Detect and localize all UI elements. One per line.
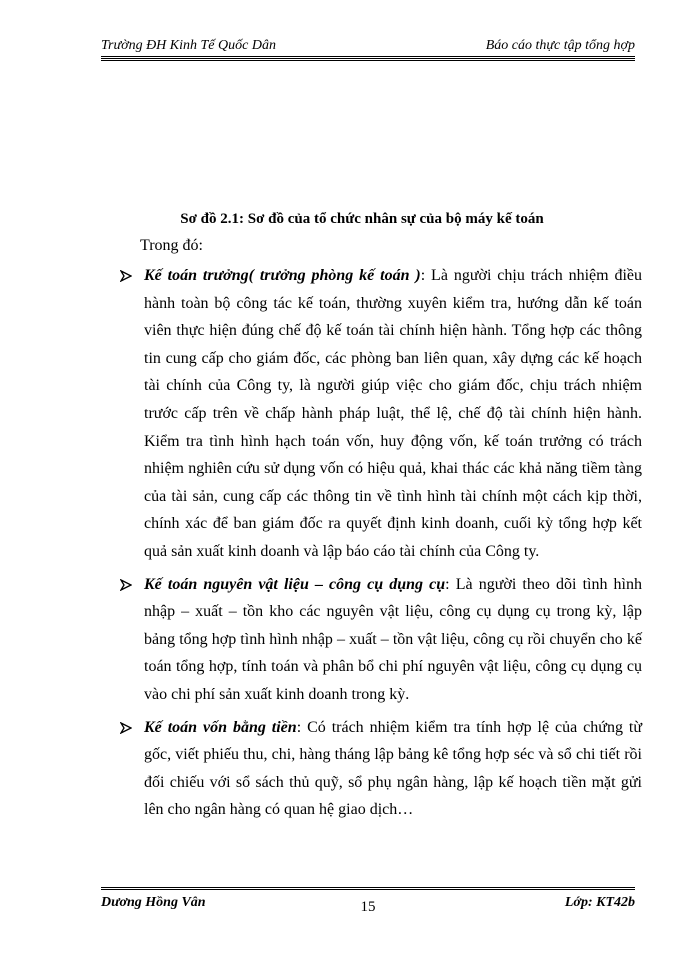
- arrow-bullet-icon: [120, 579, 132, 591]
- intro-text: Trong đó:: [140, 237, 203, 254]
- figure-caption: Sơ đồ 2.1: Sơ đồ của tổ chức nhân sự của bộ máy kế toán: [180, 211, 544, 227]
- footer-rule: [101, 887, 635, 890]
- header-rule: [101, 56, 635, 61]
- page-number: 15: [360, 899, 376, 915]
- list-item: [118, 571, 642, 709]
- arrow-bullet-icon: [120, 270, 132, 282]
- page-header: [101, 38, 635, 54]
- role-term: Kế toán nguyên vật liệu – công cụ dụng cụ: [144, 575, 446, 593]
- list-item: [118, 714, 642, 824]
- arrow-bullet-icon: [120, 722, 132, 734]
- list-item: [118, 262, 642, 566]
- role-description: : Là người theo dõi tình hình nhập – xuất – tồn kho các nguyên vật liệu, công cụ dụng cụ trong kỳ, lập bảng tổng hợp tình hình nhập – xuất – tồn vật liệu, công cụ rồi chuyển cho kế toán tổng hợp, tính toán và phân bổ chi phí nguyên vật liệu, công cụ dụng cụ vào chi phí sản xuất kinh doanh trong kỳ.: [144, 575, 643, 703]
- role-description: : Có trách nhiệm kiểm tra tính hợp lệ của chứng từ gốc, viết phiếu thu, chi, hàng tháng lập bảng kê tổng hợp séc và sổ chi tiết rồi đối chiếu với sổ sách thủ quỹ, sổ phụ ngân hàng, lập kế hoạch tiền mặt gửi lên cho ngân hàng có quan hệ giao dịch…: [144, 718, 643, 819]
- header-school: Trường ĐH Kinh Tế Quốc Dân: [101, 38, 276, 53]
- header-report-title: Báo cáo thực tập tổng hợp: [485, 38, 635, 53]
- role-list: [118, 262, 642, 829]
- role-term: Kế toán trưởng( trưởng phòng kế toán ): [144, 267, 421, 284]
- footer-author: Dương Hồng Vân: [101, 895, 206, 910]
- role-description: : Là người chịu trách nhiệm điều hành toàn bộ công tác kế toán, thường xuyên kiểm tra, hướng dẫn kế toán viên thực hiện đúng chế độ kế toán tài chính hiện hành. Tổng hợp các thông tin cung cấp cho giám đốc, các phòng ban liên quan, xây dựng các kế hoạch tài chính của Công ty, là người giúp việc cho giám đốc, chịu trách nhiệm trước cấp trên về chấp hành pháp luật, thể lệ, chế độ tài chính hiện hành. Kiểm tra tình hình hạch toán vốn, huy động vốn, kế toán trưởng có trách nhiệm nghiên cứu sử dụng vốn có hiệu quả, khai thác các khả năng tiềm tàng của tài sản, cung cấp các thông tin về tình hình tài chính một cách kịp thời, chính xác để ban giám đốc ra quyết định kinh doanh, cuối kỳ tổng hợp kết quả sản xuất kinh doanh và lập báo cáo tài chính của Công ty.: [144, 267, 643, 560]
- footer-class: Lớp: KT42b: [564, 895, 635, 910]
- role-term: Kế toán vốn bằng tiền: [144, 718, 297, 736]
